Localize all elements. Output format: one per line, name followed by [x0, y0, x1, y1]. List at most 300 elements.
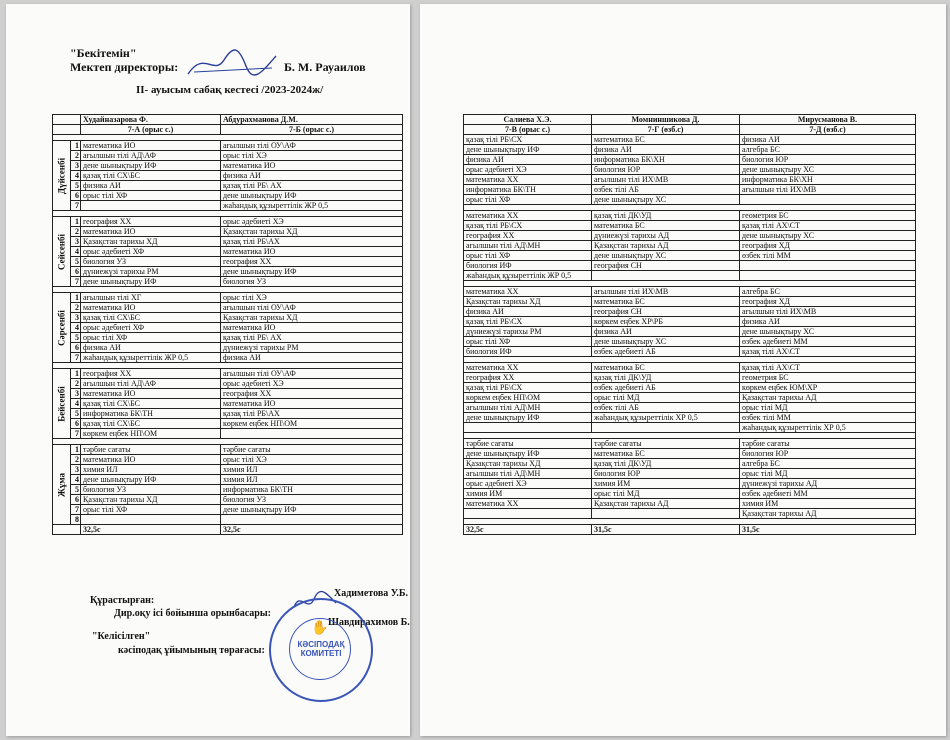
lesson-row — [53, 485, 403, 495]
lesson-row — [53, 277, 403, 287]
lesson-cell — [81, 201, 221, 211]
lesson-number: 5 — [71, 485, 81, 495]
lesson-cell: дене шынықтыру ХС — [740, 327, 916, 337]
teacher-name: Худайназарова Ф. — [81, 115, 221, 125]
lesson-cell: дене шынықтыру ХС — [592, 195, 740, 205]
schedule-title: II- ауысым сабақ кестесі /2023-2024ж/ — [136, 84, 324, 96]
lesson-cell: жаһандық құзыреттілік ЖР 0,5 — [221, 201, 403, 211]
lesson-row — [53, 419, 403, 429]
lesson-number: 2 — [71, 379, 81, 389]
lesson-cell: география ХХ — [81, 369, 221, 379]
lesson-cell: математика БС — [592, 363, 740, 373]
lesson-cell: ағылшын тілі АД\АФ — [81, 151, 221, 161]
lesson-row — [464, 439, 916, 449]
lesson-row — [53, 201, 403, 211]
lesson-cell: Қазақстан тарихы ХД — [81, 495, 221, 505]
lesson-cell: орыс тілі ХФ — [464, 251, 592, 261]
lesson-cell: ағылшын тілі ИХ\МВ — [592, 175, 740, 185]
lesson-cell: физика АИ — [221, 171, 403, 181]
lesson-row — [464, 509, 916, 519]
lesson-cell: қазақ тілі АХ\СТ — [740, 347, 916, 357]
lesson-row — [464, 469, 916, 479]
class-name: 7-Г (өзб.с) — [592, 125, 740, 135]
lesson-number: 3 — [71, 161, 81, 171]
corner-cell — [53, 525, 81, 535]
lesson-row — [464, 165, 916, 175]
stamp-emblem-icon: ✋ — [311, 621, 329, 636]
right-schedule-table — [463, 114, 916, 535]
lesson-number: 1 — [71, 141, 81, 151]
lesson-cell — [592, 423, 740, 433]
lesson-cell: дүниежүзі тарихы РМ — [81, 267, 221, 277]
lesson-row — [53, 465, 403, 475]
lesson-cell: химия ИЛ — [221, 475, 403, 485]
lesson-number: 2 — [71, 303, 81, 313]
total-hours: 31,5с — [740, 525, 916, 535]
lesson-row — [53, 495, 403, 505]
lesson-row — [53, 227, 403, 237]
lesson-cell: информатика БК\ХН — [740, 175, 916, 185]
lesson-row — [464, 403, 916, 413]
lesson-number: 2 — [71, 455, 81, 465]
lesson-cell: орыс әдебиеті ХЭ — [221, 379, 403, 389]
lesson-number: 5 — [71, 409, 81, 419]
class-row — [464, 125, 916, 135]
lesson-row — [53, 141, 403, 151]
lesson-cell: қазақ тілі РБ\ АХ — [221, 181, 403, 191]
lesson-row — [464, 145, 916, 155]
lesson-row — [464, 135, 916, 145]
lesson-cell — [81, 515, 221, 525]
lesson-row — [464, 383, 916, 393]
lesson-row — [53, 247, 403, 257]
lesson-cell: жаһандық құзыреттілік ЖР 0,5 — [81, 353, 221, 363]
lesson-row — [53, 293, 403, 303]
lesson-number: 7 — [71, 429, 81, 439]
lesson-cell: математика ИО — [221, 399, 403, 409]
lesson-row — [53, 429, 403, 439]
lesson-cell: орыс әдебиеті ХЭ — [464, 165, 592, 175]
lesson-row — [53, 161, 403, 171]
lesson-cell: орыс әдебиеті ХЭ — [464, 479, 592, 489]
lesson-number: 8 — [71, 515, 81, 525]
lesson-cell: физика АИ — [740, 317, 916, 327]
lesson-cell: қазақ тілі РБ\АХ — [221, 237, 403, 247]
lesson-number: 5 — [71, 181, 81, 191]
lesson-cell: математика БС — [592, 135, 740, 145]
lesson-cell: ағылшын тілі АД\МН — [464, 241, 592, 251]
lesson-cell: орыс тілі МД — [592, 489, 740, 499]
class-name: 7-Б (орыс с.) — [221, 125, 403, 135]
lesson-number: 1 — [71, 445, 81, 455]
lesson-cell: дене шынықтыру ИФ — [221, 267, 403, 277]
lesson-row — [464, 449, 916, 459]
lesson-cell: физика АИ — [221, 353, 403, 363]
lesson-number: 3 — [71, 313, 81, 323]
lesson-cell: физика АИ — [592, 327, 740, 337]
lesson-cell: өзбек әдебиеті АБ — [592, 347, 740, 357]
day-name: Бейсенбі — [56, 385, 66, 422]
left-sheet — [6, 4, 410, 736]
lesson-row — [464, 175, 916, 185]
lesson-row — [464, 271, 916, 281]
lesson-cell: биология ЮР — [740, 155, 916, 165]
lesson-cell: орыс тілі ХЭ — [221, 151, 403, 161]
deputy-name: Хадиметова У.Б. — [334, 588, 409, 599]
lesson-row — [464, 231, 916, 241]
lesson-cell: өзбек тілі АБ — [592, 185, 740, 195]
lesson-cell: дене шынықтыру ИФ — [464, 413, 592, 423]
lesson-cell: математика ИО — [221, 161, 403, 171]
lesson-cell: қазақ тілі РБ\СХ — [464, 135, 592, 145]
lesson-row — [464, 297, 916, 307]
lesson-cell: биология ИФ — [464, 261, 592, 271]
lesson-cell: физика АИ — [81, 181, 221, 191]
lesson-cell: география ХХ — [464, 373, 592, 383]
lesson-cell: ағылшын тілі ИХ\МВ — [740, 185, 916, 195]
lesson-cell: қазақ тілі СХ\БС — [81, 313, 221, 323]
lesson-cell — [740, 195, 916, 205]
lesson-row — [464, 185, 916, 195]
lesson-cell: математика ХХ — [464, 175, 592, 185]
lesson-number: 6 — [71, 495, 81, 505]
day-cell — [53, 445, 71, 525]
lesson-cell: алгебра БС — [740, 459, 916, 469]
lesson-cell: математика ХХ — [464, 363, 592, 373]
lesson-cell — [464, 509, 592, 519]
class-name: 7-В (орыс с.) — [464, 125, 592, 135]
lesson-cell: ағылшын тілі ХГ — [81, 293, 221, 303]
lesson-cell: қазақ тілі ДК\УД — [592, 373, 740, 383]
lesson-cell: тәрбие сағаты — [592, 439, 740, 449]
lesson-cell — [221, 429, 403, 439]
lesson-row — [53, 379, 403, 389]
day-cell — [53, 293, 71, 363]
lesson-row — [464, 317, 916, 327]
lesson-row — [53, 171, 403, 181]
class-name: 7-А (орыс с.) — [81, 125, 221, 135]
lesson-cell: дене шынықтыру ХС — [740, 165, 916, 175]
lesson-row — [464, 287, 916, 297]
lesson-cell: дене шынықтыру ИФ — [464, 145, 592, 155]
lesson-cell: Қазақстан тарихы АД — [740, 393, 916, 403]
lesson-row — [464, 363, 916, 373]
lesson-cell: өзбек әдебиеті ММ — [740, 337, 916, 347]
lesson-number: 4 — [71, 475, 81, 485]
lesson-cell: Қазақстан тарихы АД — [592, 241, 740, 251]
lesson-cell: география СН — [592, 307, 740, 317]
lesson-cell: орыс тілі ХФ — [81, 333, 221, 343]
lesson-cell: Қазақстан тарихы ХД — [221, 227, 403, 237]
lesson-row — [464, 195, 916, 205]
teacher-name: Мирусманова В. — [740, 115, 916, 125]
lesson-row — [53, 399, 403, 409]
lesson-number: 2 — [71, 151, 81, 161]
teacher-row — [464, 115, 916, 125]
lesson-cell: орыс тілі ХЭ — [221, 293, 403, 303]
lesson-row — [53, 389, 403, 399]
lesson-row — [464, 459, 916, 469]
lesson-cell: ағылшын тілі ИХ\МВ — [740, 307, 916, 317]
lesson-row — [464, 479, 916, 489]
lesson-cell: алгебра БС — [740, 287, 916, 297]
lesson-cell: география ХД — [740, 297, 916, 307]
lesson-number: 7 — [71, 201, 81, 211]
lesson-cell: дене шынықтыру ИФ — [221, 191, 403, 201]
lesson-cell: математика ИО — [221, 323, 403, 333]
lesson-cell: химия ИЛ — [81, 465, 221, 475]
lesson-number: 4 — [71, 247, 81, 257]
lesson-row — [53, 333, 403, 343]
lesson-row — [53, 313, 403, 323]
lesson-cell: қазақ тілі АХ\СТ — [740, 363, 916, 373]
lesson-cell: қазақ тілі СХ\БС — [81, 399, 221, 409]
lesson-cell: дене шынықтыру ИФ — [221, 505, 403, 515]
lesson-cell — [740, 271, 916, 281]
lesson-cell: көркем еңбек НП\ОМ — [81, 429, 221, 439]
lesson-cell: математика ИО — [221, 247, 403, 257]
day-name: Сәрсенбі — [56, 309, 66, 346]
lesson-number: 4 — [71, 323, 81, 333]
day-cell — [53, 217, 71, 287]
left-schedule-table — [52, 114, 403, 535]
lesson-cell: дүниежүзі тарихы РМ — [221, 343, 403, 353]
lesson-cell: Қазақстан тарихы АД — [740, 509, 916, 519]
lesson-cell: көркем еңбек НП\ОМ — [221, 419, 403, 429]
lesson-cell: орыс тілі ХФ — [464, 337, 592, 347]
lesson-row — [464, 211, 916, 221]
lesson-cell: қазақ тілі РБ\СХ — [464, 383, 592, 393]
day-cell — [53, 369, 71, 439]
corner-cell — [53, 125, 81, 135]
lesson-cell: өзбек әдебиеті АБ — [592, 383, 740, 393]
lesson-cell: биология УЗ — [81, 257, 221, 267]
lesson-cell: информатика БК\ХН — [592, 155, 740, 165]
lesson-row — [53, 343, 403, 353]
lesson-cell: химия ИЛ — [221, 465, 403, 475]
deputy-title: Дир.оқу ісі бойынша орынбасары: — [114, 608, 271, 619]
total-hours: 32,5с — [81, 525, 221, 535]
union-title: кәсіподақ ұйымының төрағасы: — [118, 645, 265, 656]
lesson-row — [53, 303, 403, 313]
lesson-number: 6 — [71, 191, 81, 201]
lesson-cell: дене шынықтыру ИФ — [81, 161, 221, 171]
director-label: Мектеп директоры: — [70, 60, 179, 74]
lesson-cell: математика ИО — [81, 455, 221, 465]
lesson-cell: биология ЮР — [592, 469, 740, 479]
compiled-label: Құрастырған: — [90, 595, 155, 606]
lesson-row — [464, 373, 916, 383]
lesson-cell: тәрбие сағаты — [740, 439, 916, 449]
lesson-cell: Қазақстан тарихы ХД — [464, 297, 592, 307]
lesson-cell: орыс тілі ХФ — [464, 195, 592, 205]
lesson-row — [53, 217, 403, 227]
union-stamp — [269, 598, 373, 702]
lesson-cell — [221, 515, 403, 525]
lesson-cell: дене шынықтыру ИФ — [464, 449, 592, 459]
lesson-cell: геометрия БС — [740, 373, 916, 383]
lesson-cell: биология ЮР — [592, 165, 740, 175]
lesson-cell: география ХХ — [221, 389, 403, 399]
lesson-cell: өзбек әдебиеті ММ — [740, 489, 916, 499]
lesson-cell: биология УЗ — [81, 485, 221, 495]
teacher-row — [53, 115, 403, 125]
lesson-row — [53, 191, 403, 201]
lesson-cell: ағылшын тілі АД\АФ — [81, 379, 221, 389]
lesson-cell: алгебра БС — [740, 145, 916, 155]
lesson-cell: жаһандық құзыреттілік ХР 0,5 — [592, 413, 740, 423]
lesson-cell: қазақ тілі РБ\СХ — [464, 221, 592, 231]
lesson-row — [464, 251, 916, 261]
lesson-cell: ағылшын тілі АД\МН — [464, 469, 592, 479]
lesson-number: 7 — [71, 505, 81, 515]
lesson-cell: математика ИО — [81, 141, 221, 151]
lesson-cell: биология ЮР — [740, 449, 916, 459]
class-row — [53, 125, 403, 135]
lesson-cell: дүниежүзі тарихы АД — [740, 479, 916, 489]
lesson-cell: математика ХХ — [464, 499, 592, 509]
lesson-cell: химия ИМ — [740, 499, 916, 509]
stamp-text: КӘСІПОДАҚ КОМИТЕТІ — [297, 640, 345, 658]
lesson-row — [53, 257, 403, 267]
day-cell — [53, 141, 71, 211]
lesson-row — [53, 409, 403, 419]
lesson-cell — [592, 509, 740, 519]
lesson-cell: қазақ тілі РБ\АХ — [221, 409, 403, 419]
lesson-cell: дүниежүзі тарихы РМ — [464, 327, 592, 337]
lesson-row — [464, 499, 916, 509]
lesson-cell: Қазақстан тарихы ХД — [464, 459, 592, 469]
lesson-number: 7 — [71, 353, 81, 363]
lesson-cell: қазақ тілі ДК\УД — [592, 211, 740, 221]
lesson-number: 6 — [71, 343, 81, 353]
lesson-cell: геометрия БС — [740, 211, 916, 221]
lesson-cell: биология ИФ — [464, 347, 592, 357]
lesson-cell: математика БС — [592, 221, 740, 231]
lesson-cell: биология УЗ — [221, 277, 403, 287]
lesson-row — [464, 393, 916, 403]
lesson-number: 3 — [71, 389, 81, 399]
lesson-cell: жаһандық құзыреттілік ХР 0,5 — [740, 423, 916, 433]
lesson-number: 6 — [71, 267, 81, 277]
lesson-cell: дене шынықтыру ИФ — [81, 475, 221, 485]
lesson-cell: қазақ тілі АХ\СТ — [740, 221, 916, 231]
lesson-cell: дене шынықтыру ХС — [740, 231, 916, 241]
lesson-cell: көркем еңбек ЮМ\ХР — [740, 383, 916, 393]
lesson-cell: ағылшын тілі ОУ\АФ — [221, 303, 403, 313]
lesson-cell: ағылшын тілі ОУ\АФ — [221, 369, 403, 379]
lesson-cell: орыс тілі ХФ — [81, 505, 221, 515]
corner-cell — [53, 115, 81, 125]
lesson-row — [53, 353, 403, 363]
lesson-cell: ағылшын тілі ОУ\АФ — [221, 141, 403, 151]
lesson-number: 1 — [71, 369, 81, 379]
lesson-row — [53, 369, 403, 379]
lesson-number: 2 — [71, 227, 81, 237]
lesson-number: 7 — [71, 277, 81, 287]
lesson-cell: көркем еңбек ХР\РБ — [592, 317, 740, 327]
lesson-cell: дене шынықтыру ИФ — [81, 277, 221, 287]
lesson-row — [53, 181, 403, 191]
lesson-row — [464, 307, 916, 317]
lesson-cell: өзбек тілі АБ — [592, 403, 740, 413]
lesson-row — [53, 515, 403, 525]
lesson-cell: дене шынықтыру ХС — [592, 251, 740, 261]
total-hours: 32,5с — [221, 525, 403, 535]
lesson-row — [464, 489, 916, 499]
lesson-row — [464, 413, 916, 423]
lesson-row — [464, 241, 916, 251]
lesson-cell: математика ХХ — [464, 211, 592, 221]
lesson-cell: география ХХ — [464, 231, 592, 241]
lesson-cell: география ХХ — [221, 257, 403, 267]
totals-row — [53, 525, 403, 535]
lesson-row — [464, 155, 916, 165]
lesson-row — [464, 423, 916, 433]
lesson-cell: математика ХХ — [464, 287, 592, 297]
lesson-number: 6 — [71, 419, 81, 429]
lesson-cell: қазақ тілі ДК\УД — [592, 459, 740, 469]
lesson-cell: дүниежүзі тарихы АД — [592, 231, 740, 241]
lesson-cell: орыс әдебиеті ХЭ — [221, 217, 403, 227]
lesson-cell: физика АИ — [740, 135, 916, 145]
lesson-cell — [464, 423, 592, 433]
teacher-name: Абдурахманова Д.М. — [221, 115, 403, 125]
lesson-number: 5 — [71, 333, 81, 343]
lesson-cell: география ХД — [740, 241, 916, 251]
lesson-row — [53, 455, 403, 465]
lesson-row — [464, 261, 916, 271]
lesson-cell: ағылшын тілі АД\МН — [464, 403, 592, 413]
lesson-number: 4 — [71, 171, 81, 181]
teacher-name: Салиева Х.Э. — [464, 115, 592, 125]
lesson-cell: Қазақстан тарихы ХД — [221, 313, 403, 323]
lesson-row — [53, 475, 403, 485]
lesson-row — [53, 505, 403, 515]
lesson-cell: география ХХ — [81, 217, 221, 227]
lesson-cell: география СН — [592, 261, 740, 271]
lesson-cell: орыс әдебиеті ХФ — [81, 323, 221, 333]
lesson-cell: өзбек тілі ММ — [740, 413, 916, 423]
lesson-number: 4 — [71, 399, 81, 409]
lesson-row — [53, 323, 403, 333]
day-name: Жұма — [56, 472, 66, 497]
lesson-cell: информатика БК\ТН — [464, 185, 592, 195]
lesson-cell: қазақ тілі СХ\БС — [81, 419, 221, 429]
lesson-number: 3 — [71, 237, 81, 247]
lesson-number: 5 — [71, 257, 81, 267]
lesson-cell: тәрбие сағаты — [221, 445, 403, 455]
lesson-row — [53, 445, 403, 455]
lesson-cell: математика БС — [592, 449, 740, 459]
lesson-cell: орыс тілі МД — [740, 469, 916, 479]
totals-row — [464, 525, 916, 535]
lesson-cell: тәрбие сағаты — [81, 445, 221, 455]
lesson-cell: дене шынықтыру ХС — [592, 337, 740, 347]
lesson-cell: орыс әдебиеті ХФ — [81, 247, 221, 257]
lesson-row — [464, 327, 916, 337]
lesson-cell — [740, 261, 916, 271]
class-name: 7-Д (өзб.с) — [740, 125, 916, 135]
lesson-number: 3 — [71, 465, 81, 475]
lesson-cell: Қазақстан тарихы ХД — [81, 237, 221, 247]
director-signature — [184, 46, 279, 80]
lesson-row — [464, 347, 916, 357]
lesson-cell: көркем еңбек НП\ОМ — [464, 393, 592, 403]
lesson-cell: тәрбие сағаты — [464, 439, 592, 449]
lesson-cell: ағылшын тілі ИХ\МВ — [592, 287, 740, 297]
lesson-number: 1 — [71, 293, 81, 303]
